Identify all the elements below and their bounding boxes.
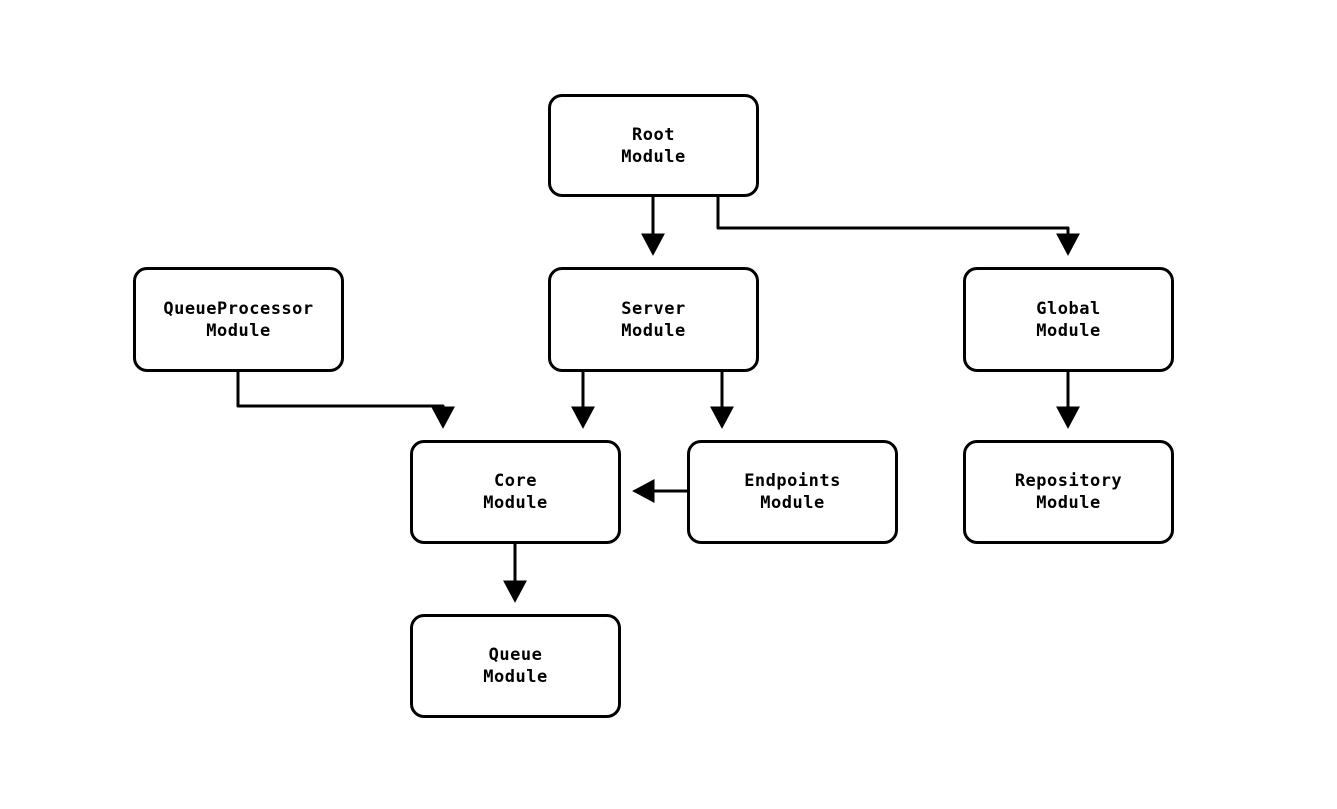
node-queue-module-line1: Queue — [488, 645, 543, 665]
node-endpoints-module-line1: Endpoints — [744, 471, 841, 491]
node-repository-module-line2: Module — [1036, 493, 1101, 513]
node-root-module[interactable] — [548, 94, 759, 197]
node-root-module-line2: Module — [621, 146, 686, 167]
edge-queueprocessor-to-core — [238, 372, 443, 425]
node-repository-module[interactable] — [963, 440, 1174, 544]
node-root-module-line1: Root — [632, 124, 675, 145]
node-endpoints-module-line2: Module — [760, 493, 825, 513]
node-core-module[interactable] — [410, 440, 621, 544]
node-queueprocessor-module[interactable] — [133, 267, 344, 372]
node-repository-module-line1: Repository — [1014, 471, 1123, 491]
node-global-module-line2: Module — [1036, 320, 1101, 341]
node-global-module[interactable] — [963, 267, 1174, 372]
node-server-module[interactable] — [548, 267, 759, 372]
node-server-module-line1: Server — [621, 298, 686, 319]
edge-root-to-global — [718, 197, 1068, 252]
node-queueprocessor-module-line2: Module — [206, 320, 271, 341]
node-queue-module[interactable] — [410, 614, 621, 718]
node-endpoints-module[interactable] — [687, 440, 898, 544]
node-server-module-line2: Module — [621, 320, 686, 341]
node-global-module-line1: Global — [1036, 298, 1101, 319]
node-core-module-line2: Module — [483, 493, 548, 513]
node-queueprocessor-module-line1: QueueProcessor — [163, 298, 314, 319]
node-queue-module-line2: Module — [483, 667, 548, 687]
node-core-module-line1: Core — [494, 471, 537, 491]
